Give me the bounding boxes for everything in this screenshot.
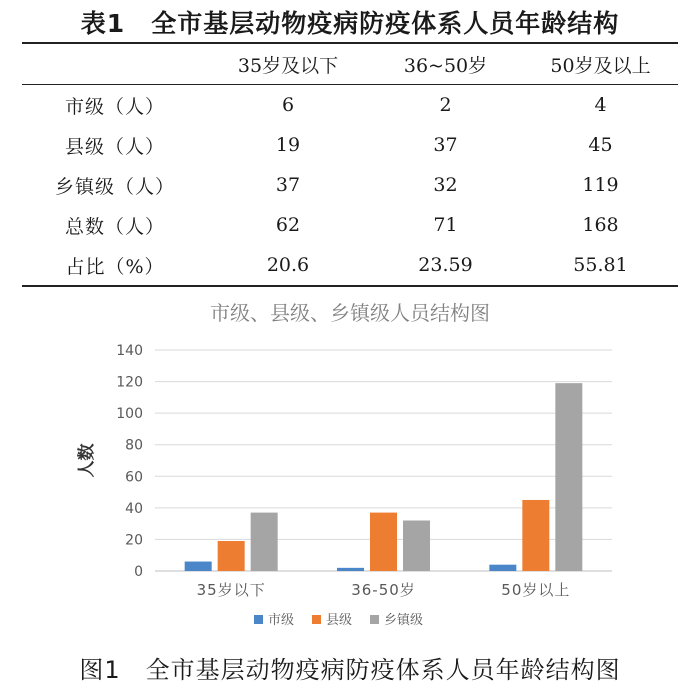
table-header-cell: 36~50岁: [403, 54, 488, 77]
table-cell: 119: [582, 174, 619, 196]
bar-chart: [0, 290, 700, 645]
table-row: [22, 245, 678, 286]
table-header-cell: [22, 43, 208, 85]
row-label: 乡镇级（人）: [54, 175, 175, 198]
table-cell: 6: [281, 94, 295, 116]
bar: [337, 568, 364, 571]
x-axis-ticks: [197, 581, 571, 599]
bars: [185, 383, 583, 571]
legend-label: 县级: [326, 613, 353, 628]
legend: [254, 612, 423, 628]
y-tick-label: 40: [125, 500, 143, 517]
bar: [251, 513, 278, 571]
legend-swatch: [370, 615, 379, 624]
x-tick-label: 35岁以下: [196, 581, 266, 599]
table-cell: 23.59: [418, 254, 473, 276]
table-cell: 2: [439, 94, 452, 116]
bar: [218, 541, 245, 571]
table-row: [22, 85, 678, 126]
y-axis-ticks: [116, 343, 143, 580]
figure-caption: 图1 全市基层动物疫病防疫体系人员年龄结构图: [79, 656, 621, 684]
y-tick-label: 80: [125, 437, 143, 454]
bar: [522, 500, 549, 571]
chart-title: 市级、县级、乡镇级人员结构图: [210, 301, 490, 325]
table-cell: 62: [275, 214, 301, 236]
table-cell: 168: [582, 214, 619, 236]
table-cell: 37: [433, 134, 458, 156]
x-tick-label: 50岁以上: [501, 581, 571, 599]
table-cell: 55.81: [573, 254, 628, 276]
chart-container: [0, 290, 700, 645]
row-label: 县级（人）: [64, 135, 165, 158]
y-tick-label: 100: [116, 406, 143, 423]
y-tick-label: 0: [134, 564, 143, 580]
table-header-cell: 35岁及以下: [237, 54, 339, 77]
y-tick-label: 20: [125, 532, 143, 549]
table-cell: 45: [588, 134, 613, 156]
y-tick-label: 120: [116, 374, 143, 391]
table-cell: 4: [594, 94, 607, 116]
y-tick-label: 60: [125, 469, 143, 486]
table-cell: 71: [433, 214, 458, 236]
table-row: [22, 165, 678, 205]
bar: [185, 562, 212, 571]
row-label: 市级（人）: [64, 95, 165, 118]
row-label: 占比（%）: [65, 255, 165, 278]
bar: [370, 513, 397, 571]
legend-swatch: [312, 615, 321, 624]
table-row: [22, 205, 678, 245]
table-cell: 19: [275, 134, 301, 156]
y-axis-label: 人数: [77, 443, 97, 478]
table-header-cell: 50岁及以上: [550, 54, 651, 77]
bar: [555, 383, 582, 571]
y-tick-label: 140: [116, 343, 143, 359]
table-cell: 37: [275, 174, 301, 196]
legend-label: 乡镇级: [384, 613, 424, 628]
table-cell: 32: [433, 174, 458, 196]
table-cell: 20.6: [266, 254, 310, 276]
table-header-row: [22, 43, 678, 85]
legend-swatch: [254, 615, 263, 624]
table-row: [22, 125, 678, 165]
age-structure-table: [22, 42, 678, 287]
bar: [403, 520, 430, 571]
bar: [489, 565, 516, 571]
row-label: 总数（人）: [64, 215, 165, 238]
legend-label: 市级: [268, 613, 295, 628]
table-caption: 表1 全市基层动物疫病防疫体系人员年龄结构: [80, 9, 620, 38]
x-tick-label: 36-50岁: [351, 581, 416, 599]
